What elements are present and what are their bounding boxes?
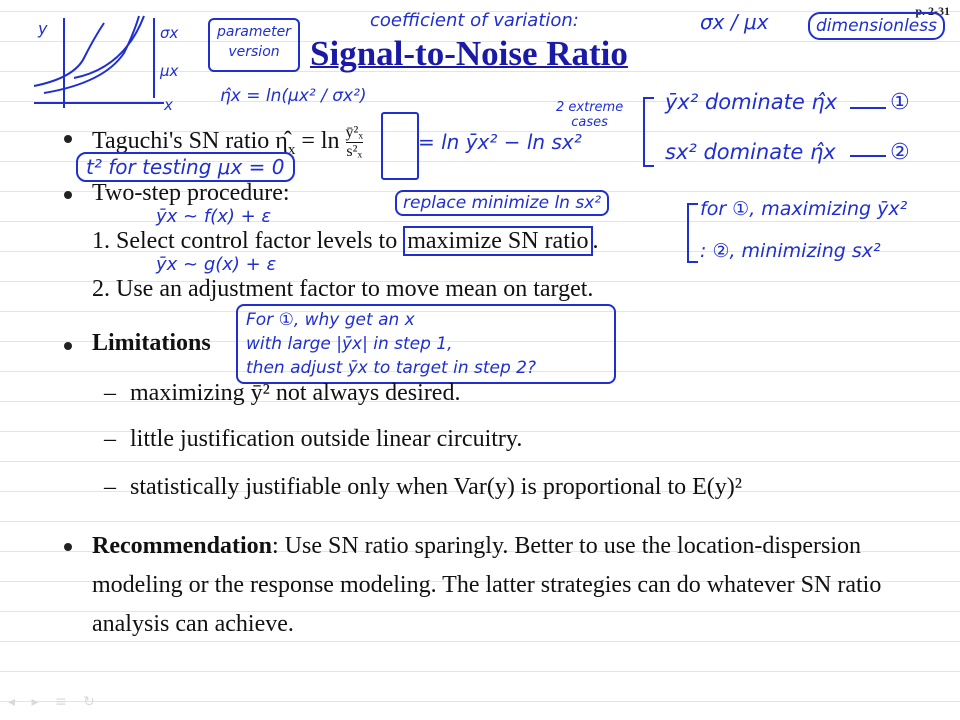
coef-variation-note: coefficient of variation: — [370, 10, 579, 31]
limitation-item — [104, 380, 460, 407]
fraction-box — [381, 112, 419, 180]
for2-note: : ②, minimizing sx² — [700, 240, 881, 262]
extreme-line-2: cases — [571, 115, 608, 130]
limitations-label: Limitations — [92, 330, 211, 356]
dash: – — [104, 380, 116, 406]
step-1-text: Select control factor levels to — [116, 228, 398, 254]
page-number: p. 2-31 — [915, 4, 950, 18]
case-dashes — [848, 104, 888, 164]
sketch-label-mu: μx — [160, 62, 179, 80]
case2-marker: ② — [890, 140, 910, 165]
case-bracket — [638, 92, 658, 172]
cv-formula-note: σx / μx — [700, 10, 769, 34]
sketch-graph — [14, 8, 194, 118]
question-line-2: with large |ȳx| in step 1, — [246, 334, 453, 354]
step-2-text: Use an adjustment factor to move mean on target. — [116, 276, 594, 302]
case2-note: sx² dominate η̂x — [665, 140, 836, 164]
sketch-label-sigma: σx — [160, 24, 179, 42]
dash: – — [104, 474, 116, 500]
bullet-dot — [64, 135, 72, 143]
step-1-line — [92, 228, 599, 255]
for-bracket — [682, 198, 702, 268]
model2-note: ȳx ~ g(x) + ε — [156, 254, 277, 275]
step-1-highlight: maximize SN ratio — [403, 226, 592, 256]
slide-title: Signal-to-Noise Ratio — [310, 34, 628, 73]
limitation-text-3: statistically justifiable only when Var(y) is proportional to E(y)² — [130, 474, 742, 500]
step-1-end: . — [592, 228, 599, 254]
sn-ratio-prefix: Taguchi's SN ratio η̂ — [92, 128, 288, 155]
recommendation-text: : Use SN ratio sparingly. Better to use the location-dispersion modeling or the response modeling. The latter strategies can do whatever SN ratio analysis can achieve. — [92, 533, 882, 637]
two-step-label: Two-step procedure: — [92, 180, 290, 206]
sketch-curve-2 — [44, 16, 139, 93]
limitation-item — [104, 426, 522, 453]
parameter-version-note — [208, 18, 300, 72]
replace-minimize-note: replace minimize ln sx² — [395, 190, 609, 216]
dimensionless-note: dimensionless — [808, 12, 945, 40]
recommendation-label: Recommendation — [92, 533, 272, 559]
question-note — [236, 304, 616, 384]
slide-nav-controls[interactable]: ◂ ▸ ≡ ↻ — [8, 694, 101, 710]
t2-test-note: t² for testing μx = 0 — [76, 152, 295, 182]
limitation-text-1: maximizing ȳ² not always desired. — [130, 380, 461, 406]
limitation-item — [104, 474, 742, 501]
ln-expansion-note: = ln ȳx² − ln sx² — [418, 130, 582, 154]
bullet-dot — [64, 191, 72, 199]
dash: – — [104, 426, 116, 452]
param-line-1: parameter — [217, 24, 291, 40]
sketch-label-x: x — [164, 96, 173, 114]
limitation-text-2: little justification outside linear circuitry. — [130, 426, 523, 452]
bullet-dot — [64, 543, 72, 551]
sn-ratio-num: ȳ²ₓ — [345, 124, 363, 141]
recommendation-paragraph — [92, 527, 942, 644]
question-line-3: then adjust ȳx to target in step 2? — [246, 358, 537, 378]
case1-marker: ① — [890, 90, 910, 115]
case1-note: ȳx² dominate η̂x — [665, 90, 838, 114]
eta-formula-note: η̂x = ln(μx² / σx²) — [220, 86, 367, 106]
sn-ratio-fraction — [346, 124, 363, 161]
two-extreme-note — [556, 100, 623, 130]
for1-note: for ①, maximizing ȳx² — [700, 198, 908, 220]
sn-ratio-equals: = ln — [301, 128, 340, 155]
sketch-label-y: y — [38, 19, 48, 38]
bullet-dot — [64, 342, 72, 350]
step-2-number: 2. — [92, 276, 110, 302]
step-2-line — [92, 276, 593, 303]
sn-ratio-sub: x — [287, 141, 296, 158]
extreme-line-1: 2 extreme — [556, 100, 624, 115]
sn-ratio-den: s²ₓ — [346, 143, 363, 160]
question-line-1: For ①, why get an x — [246, 310, 415, 330]
model1-note: ȳx ~ f(x) + ε — [156, 206, 272, 227]
param-line-2: version — [228, 44, 280, 60]
step-1-number: 1. — [92, 228, 110, 254]
